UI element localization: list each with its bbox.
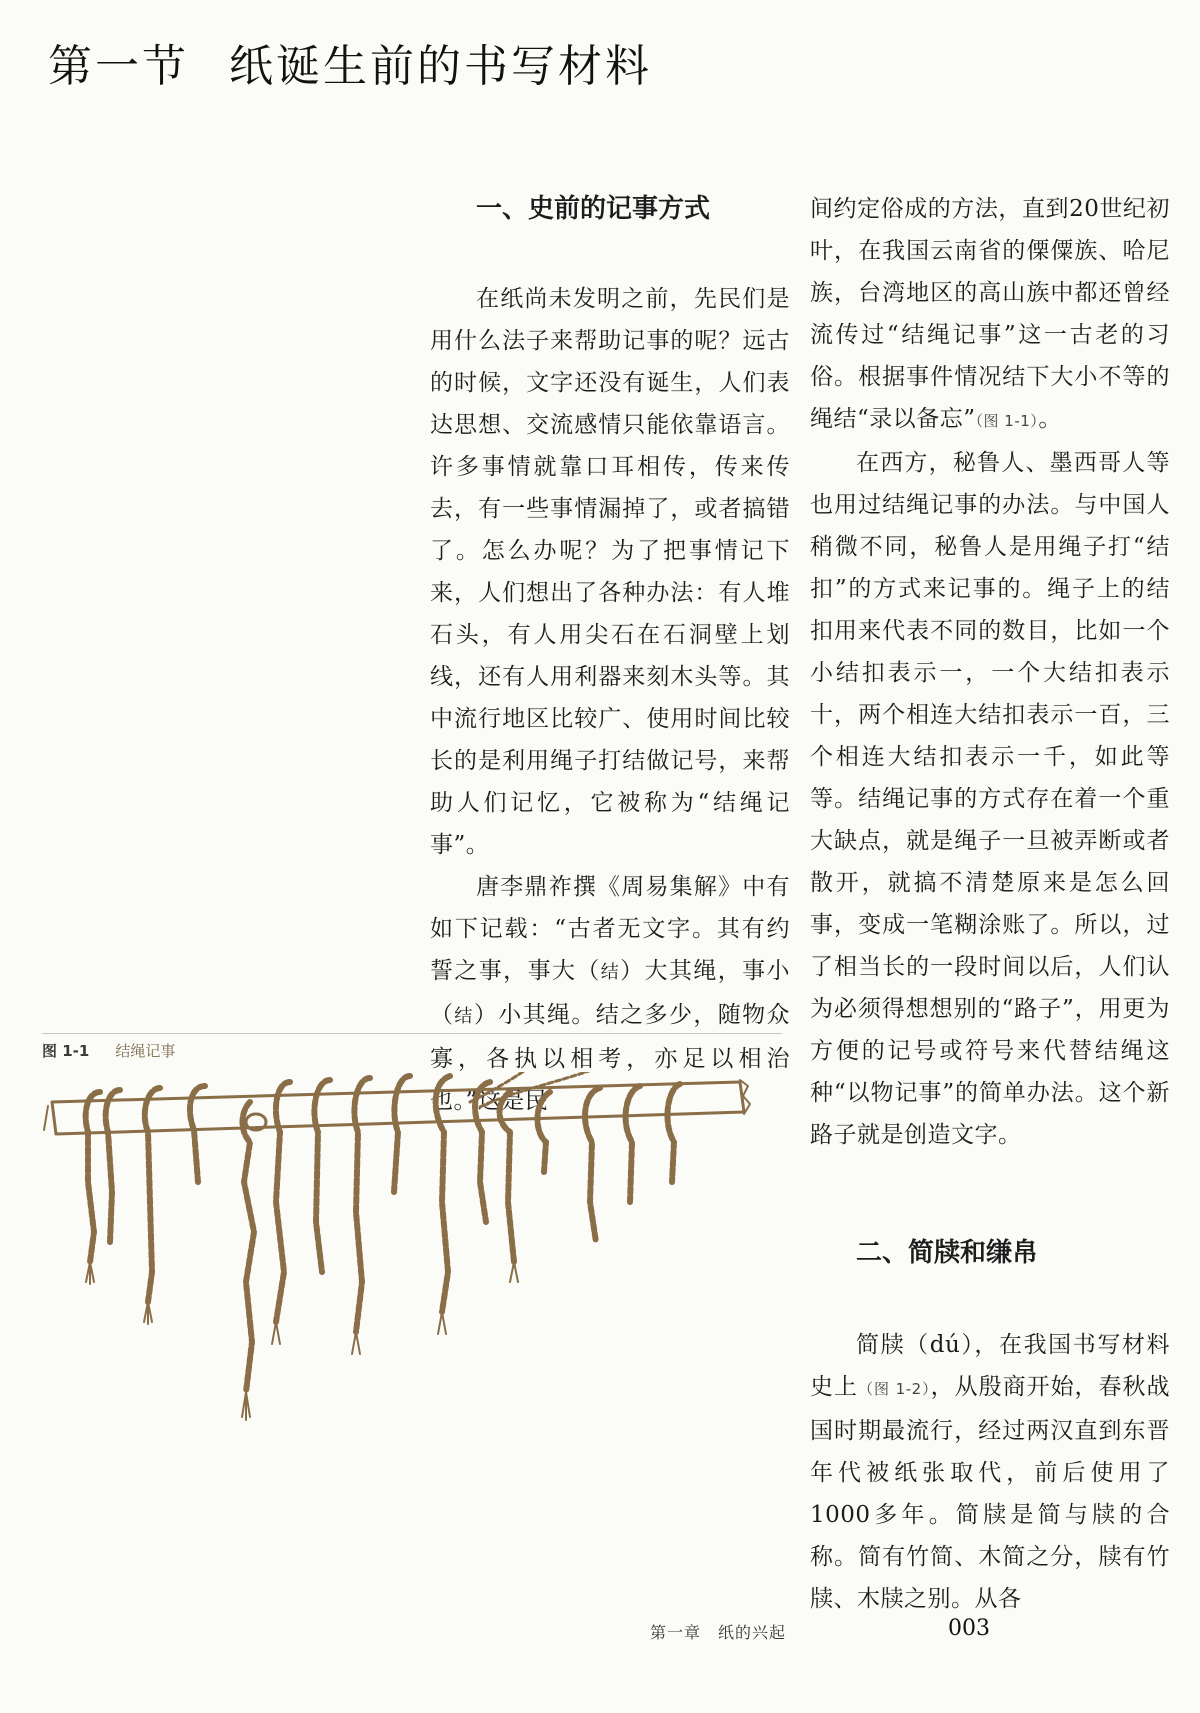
page-number: 003 — [948, 1616, 990, 1641]
subheading-bamboo-silk: 二、简牍和缣帛 — [856, 1238, 1039, 1268]
paragraph-zhouyi-quote: 唐李鼎祚撰《周易集解》中有如下记载：“古者无文字。其有约誓之事，事大（结）大其绳，事小（结）小其绳。结之多少，随物众寡，各执以相考，亦足以相治也。”这是民 — [430, 874, 791, 1114]
paragraph-western-knots: 在西方，秘鲁人、墨西哥人等也用过结绳记事的办法。与中国人稍微不同，秘鲁人是用绳子打“结扣”的方式来记事的。绳子上的结扣用来代表不同的数目，比如一个小结扣表示一，一个大结扣表示十，两个相连大结扣表示一百，三个相连大结扣表示一千，如此等等。结绳记事的方式存在着一个重大缺点，就是绳子一旦被弄断或者散开，就搞不清楚原来是怎么回事，变成一笔糊涂账了。所以，过了相当长的一段时间以后，人们认为必须得想想别的“路子”，用更为方便的记号或符号来代替结绳这种“以物记事”的简单办法。这个新路子就是创造文字。 — [810, 450, 1170, 1148]
section-number: 第一节 — [48, 41, 189, 92]
section-title — [48, 30, 652, 94]
paragraph-knot-customs: 间约定俗成的方法，直到20世纪初叶，在我国云南省的傈僳族、哈尼族，台湾地区的高山族中都还曾经流传过“结绳记事”这一古老的习俗。根据事件情况结下大小不等的绳结“录以备忘”（图 1-1）。 — [810, 196, 1170, 432]
middle-column — [430, 188, 790, 1122]
paragraph-prehistoric-intro: 在纸尚未发明之前，先民们是用什么法子来帮助记事的呢？远古的时候，文字还没有诞生，人们表达思想、交流感情只能依靠语言。许多事情就靠口耳相传，传来传去，有一些事情漏掉了，或者搞错了。怎么办呢？为了把事情记下来，人们想出了各种办法：有人堆石头，有人用尖石在石洞壁上划线，还有人用利器来刻木头等。其中流行地区比较广、使用时间比较长的是利用绳子打结做记号，来帮助人们记忆，它被称为“结绳记事”。 — [430, 286, 790, 858]
figure-caption-text: 结绳记事 — [115, 1042, 176, 1060]
figure-number: 图 1-1 — [42, 1042, 90, 1060]
figure-reference: （图 1-1） — [975, 412, 1039, 430]
paragraph-bamboo-slips: 简牍（dú），在我国书写材料史上（图 1-2），从殷商开始，春秋战国时期最流行，经过两汉直到东晋年代被纸张取代，前后使用了1000多年。简牍是简与牍的合称。简有竹简、木简之分，牍有竹牍、木牍之别。从各 — [810, 1332, 1170, 1612]
section-title-text: 纸诞生前的书写材料 — [229, 41, 652, 92]
small-char: 结 — [600, 962, 621, 983]
knotted-rope-illustration — [40, 1072, 800, 1492]
right-column — [810, 188, 1170, 1620]
figure-reference: （图 1-2） — [857, 1380, 931, 1398]
footer-chapter: 第一章 纸的兴起 — [650, 1623, 787, 1642]
subheading-prehistoric: 一、史前的记事方式 — [476, 194, 711, 224]
figure-caption — [42, 1033, 782, 1061]
small-char: 结 — [454, 1006, 474, 1027]
